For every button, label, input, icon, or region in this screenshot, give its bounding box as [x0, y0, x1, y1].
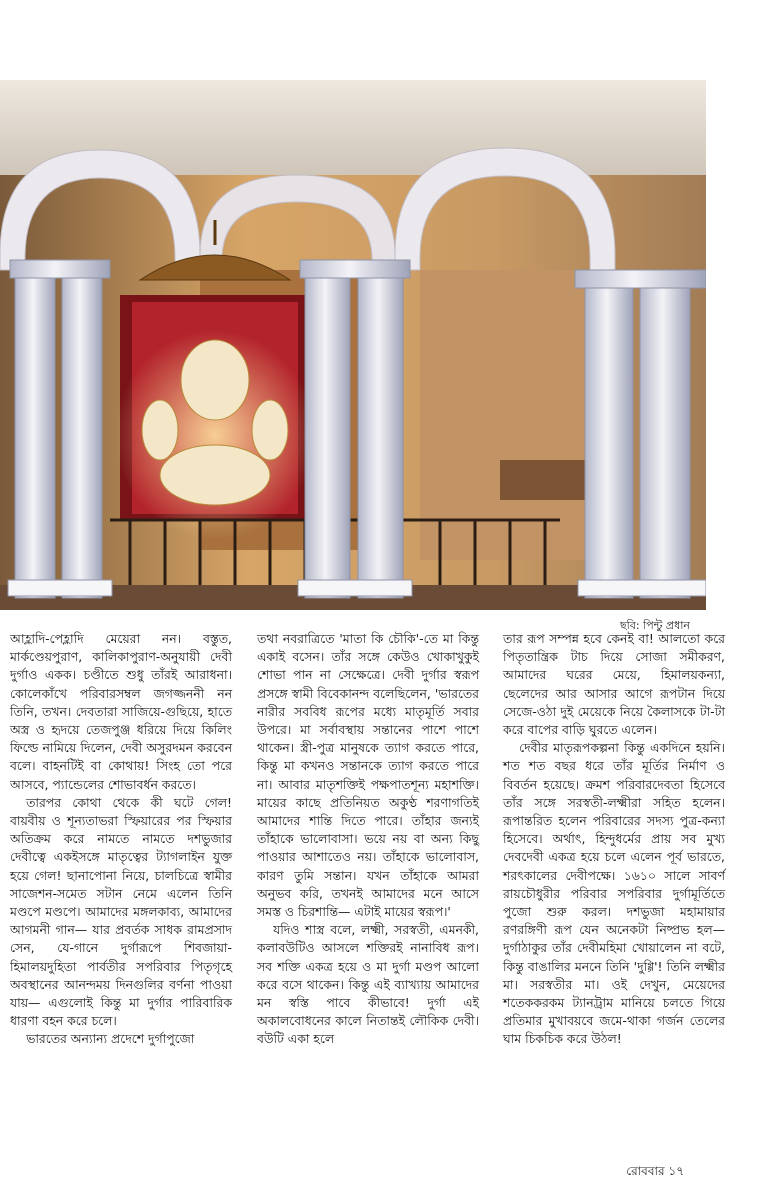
temple-illustration — [0, 80, 706, 610]
page-folio: রোববার ১৭ — [626, 1164, 684, 1178]
text-column-2 — [257, 630, 479, 1049]
text-column-3 — [503, 630, 725, 1049]
durga-temple-photo — [0, 80, 706, 610]
paragraph: তথা নবরাত্রিতে 'মাতা কি চৌকি'-তে মা কিন্তু একাই বসেন। তাঁর সঙ্গে কেউও খোকাখুকুই শোভা পান না সেক্ষেত্রে। দেবী দুর্গার স্বরূপ প্রসঙ্গে স্বামী বিবেকানন্দ বলেছিলেন, 'ভারতের নারীর সববিধ রূপের মধ্যে মাতৃমূর্তি সবার উপরে। মা সর্বাবস্থায় সন্তানের পাশে পাশে থাকেন। স্ত্রী-পুত্র মানুষকে ত্যাগ করতে পারে, কিন্তু মা কখনও সন্তানকে ত্যাগ করতে পারে না। আবার মাতৃশক্তিই পক্ষপাতশূন্য মহাশক্তি। মায়ের কাছে প্রতিনিয়ত অকুণ্ঠ শরণাগতিই আমাদের শান্তি দিতে পারে। তাঁহার জন্যই তাঁহাকে ভালোবাসা। ভয়ে নয় বা অন্য কিছু পাওয়ার আশাতেও নয়। তাঁহাকে ভালোবাস, কারণ তুমি সন্তান। যখন তাঁহাকে আমরা অনুভব করি, তখনই আমাদের মনে আসে সমস্ত ও চিরশান্তি— এটাই মায়ের স্বরূপ।' — [257, 631, 479, 920]
photo-credit: ছবি: পিন্টু প্রধান — [619, 619, 690, 632]
paragraph: তারপর কোথা থেকে কী ঘটে গেল! বায়বীয় ও শূন্যতাভরা স্ফিয়ারের পর স্ফিয়ার অতিক্রম করে নামতে নামতে দশভুজার দেবীত্বে একইসঙ্গে মাতৃত্বের ট্যাগলাইন যুক্ত হয়ে গেল! ছানাপোনা নিয়ে, চালচিত্রে স্বামীর সাজেশন-সমেত সটান নেমে এলেন তিনি মণ্ডপে মণ্ডপে। আমাদের মঙ্গলকাব্য, আমাদের আগমনী গান— যার প্রবর্তক সাধক রামপ্রসাদ সেন, যে-গানে দুর্গারূপে শিবজায়া-হিমালয়দুহিতা পার্বতীর সপরিবার পিতৃগৃহে অবস্থানের আনন্দময় দিনগুলির বর্ণনা পাওয়া যায়— এগুলোই কিন্তু মা দুর্গার পারিবারিক ধারণা বহন করে চলে। — [10, 794, 232, 1029]
paragraph: যদিও শাস্ত্র বলে, লক্ষ্মী, সরস্বতী, এমনকী, কলাবউটিও আসলে শক্তিরই নানাবিধ রূপ। সব শক্তি একত্র হয়ে ও মা দুর্গা মণ্ডপ আলো করে বসে থাকেন। কিন্তু এই ব্যাখ্যায় আমাদের মন স্বস্তি পাবে কীভাবে! দুর্গা এই অকালবোধনের কালে নিতান্তই লৌকিক দেবী। বউটি একা হলে — [257, 922, 479, 1047]
paragraph: দেবীর মাতৃরূপকল্পনা কিন্তু একদিনে হয়নি। শত শত বছর ধরে তাঁর মূর্তির নির্মাণ ও বিবর্তন হয়েছে। ক্রমশ পরিবারদেবতা হিসেবে তাঁর সঙ্গে সরস্বতী-লক্ষ্মীরা সহিত হলেন। রূপান্তরিত হলেন পরিবারের সদস্য পুত্র-কন্যা হিসেবে। অর্থাৎ, হিন্দুধর্মের প্রায় সব মুখ্য দেবদেবী একত্র হয়ে চলে এলেন পূর্ব ভারতে, শরৎকালের দেবীপক্ষে। ১৬১০ সালে সাবর্ণ রায়চৌধুরীর পরিবার সপরিবার দুর্গামূর্তিতে পুজো শুরু করল। দশভুজা মহামায়ার রণরঙ্গিণী রূপ যেন অনেকটা নিষ্প্রভ হল— দুর্গাঠাকুর তাঁর দেবীমহিমা খোয়ালেন না বটে, কিন্তু বাঙালির মননে তিনি 'দুগ্গি'! তিনি লক্ষ্মীর মা। সরস্বতীর মা। ওই দেখুন, মেয়েদের শতেককরকম ট্যানট্রাম মানিয়ে চলতে গিয়ে প্রতিমার মুখাবয়বে জমে-থাকা গর্জন তেলের ঘাম চিকচিক করে উঠল! — [503, 740, 725, 1047]
text-column-1 — [10, 630, 232, 1049]
paragraph: তার রূপ সম্পন্ন হবে কেনই বা! আলতো করে পিতৃতান্ত্রিক টাচ দিয়ে সোজা সমীকরণ, আমাদের ঘরের মেয়ে, হিমালয়কন্যা, ছেলেদের আর আসার আগে রূপটান দিয়ে সেজে-ওঠা দুই মেয়েকে নিয়ে কৈলাসকে টা-টা করে বাপের বাড়ি ঘুরতে এলেন। — [503, 631, 725, 738]
paragraph: ভারতের অন্যান্য প্রদেশে দুর্গাপুজো — [26, 1031, 195, 1047]
paragraph: আহ্লাদি-পেহ্লাদি মেয়েরা নন। বস্তুত, মার্কণ্ডেয়পুরাণ, কালিকাপুরাণ-অনুযায়ী দেবী দুর্গাও একক। চণ্ডীতে শুধু তাঁরই আরাধনা। কোলেকাঁখে পরিবারসম্বল জগজ্জননী নন তিনি, তখন। দেবতারা সাজিয়ে-গুছিয়ে, হাতে অস্ত্র ও হৃদয়ে তেজপুঞ্জ ধরিয়ে দিয়ে কিলিং ফিল্ডে নামিয়ে দিলেন, দেবী অসুরদমন করবেন বলে। বাহনটিই বা কোথায়! সিংহ তো পরে আসবে, প্যান্ডেলের শোভাবর্ধন করতে। — [10, 631, 232, 792]
